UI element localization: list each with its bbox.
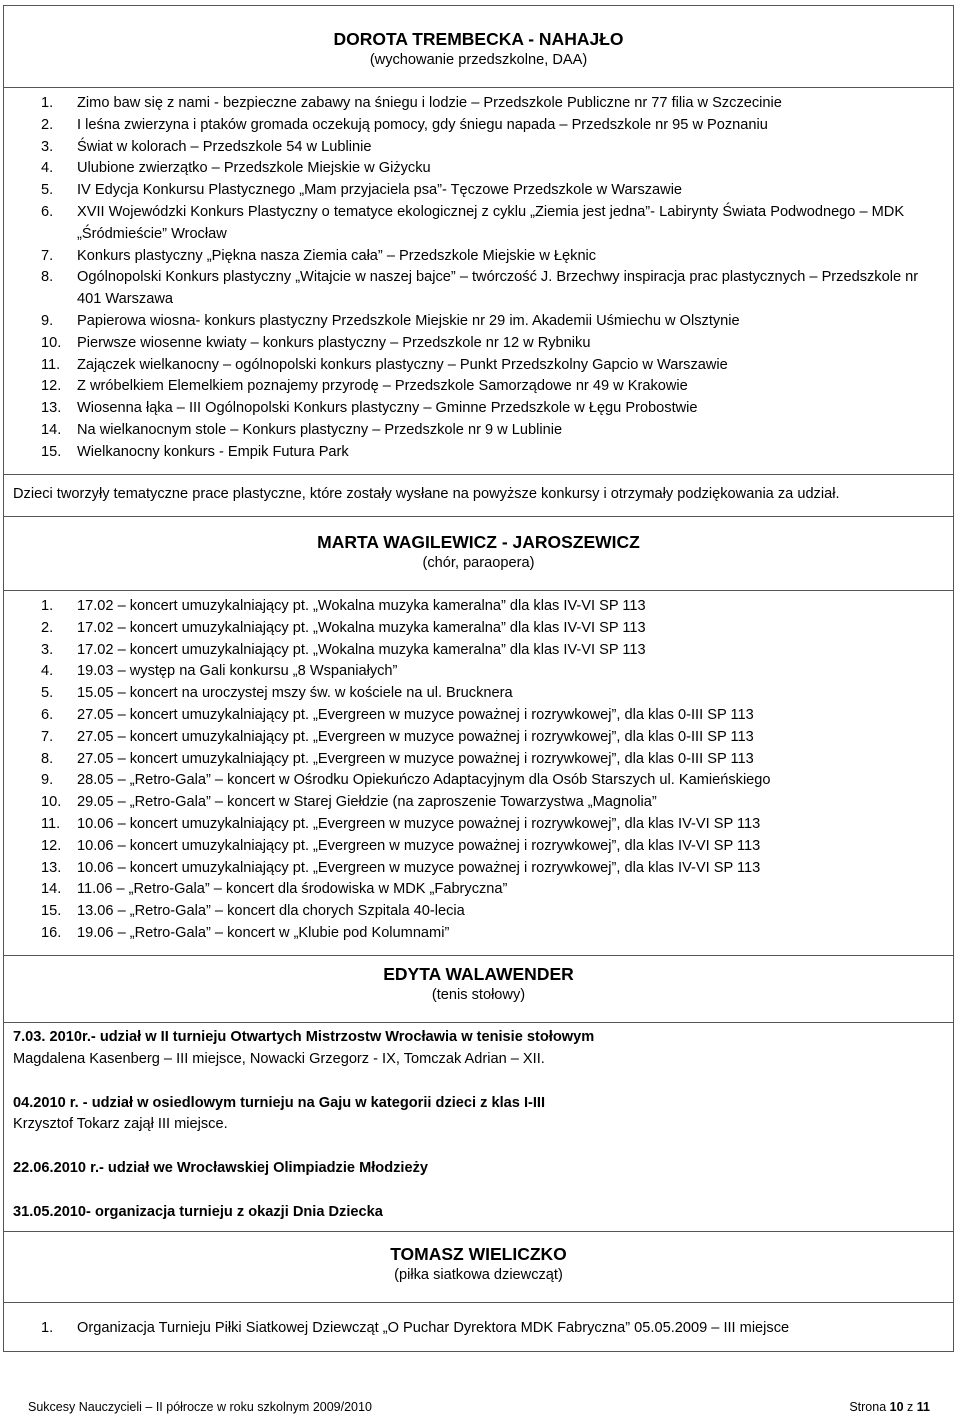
list-item bbox=[4, 705, 953, 727]
section-trembecka bbox=[4, 28, 953, 71]
list-item-text: 17.02 – koncert umuzykalniający pt. „Wokalna muzyka kameralna” dla klas IV-VI SP 113 bbox=[77, 641, 646, 658]
list-item bbox=[4, 727, 953, 749]
entry-body: Krzysztof Tokarz zajął III miejsce. bbox=[13, 1116, 228, 1133]
list-item-number: 14. bbox=[41, 421, 62, 438]
section-header bbox=[4, 1243, 953, 1286]
section-walawender-entries bbox=[4, 1027, 953, 1224]
total-pages: 11 bbox=[916, 1400, 930, 1414]
section-wagilewicz-list bbox=[4, 596, 953, 945]
section-walawender bbox=[4, 963, 953, 1006]
list-item-text: XVII Wojewódzki Konkurs Plastyczny o tematyce ekologicznej z cyklu „Ziemia jest jedna”- Labirynty Świata Podwodnego – MDK „Śródmieście” Wrocław bbox=[77, 203, 905, 242]
list-item-number: 13. bbox=[41, 400, 62, 417]
list-item bbox=[4, 814, 953, 836]
section-title: DOROTA TREMBECKA - NAHAJŁO bbox=[333, 29, 624, 49]
list-item-text: 15.05 – koncert na uroczystej mszy św. w kościele na ul. Brucknera bbox=[77, 685, 513, 702]
section-title: EDYTA WALAWENDER bbox=[383, 964, 574, 984]
page-number bbox=[849, 1399, 930, 1415]
section-divider bbox=[4, 955, 953, 956]
list-item-text: 19.06 – „Retro-Gala” – koncert w „Klubie pod Kolumnami” bbox=[77, 924, 450, 941]
list-item-text: 10.06 – koncert umuzykalniający pt. „Evergreen w muzyce poważnej i rozrywkowej”, dla klas IV-VI SP 113 bbox=[77, 815, 761, 832]
list-item bbox=[4, 683, 953, 705]
list-item bbox=[4, 1318, 953, 1340]
list-item-number: 8. bbox=[41, 750, 54, 767]
list-item-text: 27.05 – koncert umuzykalniający pt. „Evergreen w muzyce poważnej i rozrywkowej”, dla klas 0-III SP 113 bbox=[77, 706, 754, 723]
list-item bbox=[4, 355, 953, 377]
list-item bbox=[4, 770, 953, 792]
entry bbox=[4, 1202, 953, 1224]
list-item-text: 17.02 – koncert umuzykalniający pt. „Wokalna muzyka kameralna” dla klas IV-VI SP 113 bbox=[77, 619, 646, 636]
section-divider bbox=[4, 1302, 953, 1303]
list-item-text: I leśna zwierzyna i ptaków gromada oczekują pomocy, gdy śniegu napada – Przedszkole nr 95 w Poznaniu bbox=[77, 116, 768, 133]
list-item-number: 11. bbox=[41, 815, 61, 832]
list-item-number: 6. bbox=[41, 706, 54, 723]
entry-heading: 22.06.2010 r.- udział we Wrocławskiej Olimpiadzie Młodzieży bbox=[13, 1160, 429, 1177]
list-item bbox=[4, 376, 953, 398]
entry-body: Magdalena Kasenberg – III miejsce, Nowacki Grzegorz - IX, Tomczak Adrian – XII. bbox=[13, 1050, 545, 1067]
list-item-number: 13. bbox=[41, 859, 62, 876]
list-item-number: 4. bbox=[41, 160, 54, 177]
list-item-text: 27.05 – koncert umuzykalniający pt. „Evergreen w muzyce poważnej i rozrywkowej”, dla klas 0-III SP 113 bbox=[77, 728, 754, 745]
list-item-number: 12. bbox=[41, 378, 62, 395]
list-item-number: 7. bbox=[41, 247, 54, 264]
list-item-text: Konkurs plastyczny „Piękna nasza Ziemia cała” – Przedszkole Miejskie w Łęknic bbox=[77, 247, 597, 264]
entry bbox=[4, 1093, 953, 1137]
section-trembecka-list bbox=[4, 93, 953, 464]
list-item-number: 5. bbox=[41, 685, 54, 702]
list-item bbox=[4, 923, 953, 945]
entry bbox=[4, 1027, 953, 1071]
footer-title: Sukcesy Nauczycieli – II półrocze w roku szkolnym 2009/2010 bbox=[28, 1400, 372, 1414]
section-note: Dzieci tworzyły tematyczne prace plastyczne, które zostały wysłane na powyższe konkursy i otrzymały podziękowania za udział. bbox=[13, 486, 840, 502]
list-item bbox=[4, 246, 953, 268]
section-divider bbox=[4, 1022, 953, 1023]
list-item-number: 14. bbox=[41, 881, 62, 898]
section-title: TOMASZ WIELICZKO bbox=[390, 1244, 567, 1264]
list-item-text: 27.05 – koncert umuzykalniający pt. „Evergreen w muzyce poważnej i rozrywkowej”, dla klas 0-III SP 113 bbox=[77, 750, 754, 767]
list-item-text: Świat w kolorach – Przedszkole 54 w Lublinie bbox=[77, 138, 372, 155]
list-item bbox=[4, 618, 953, 640]
list-item-number: 12. bbox=[41, 837, 62, 854]
list-item-number: 1. bbox=[41, 95, 54, 111]
section-divider bbox=[4, 516, 953, 517]
document-frame bbox=[3, 5, 954, 1352]
list-item-text: Na wielkanocnym stole – Konkurs plastyczny – Przedszkole nr 9 w Lublinie bbox=[77, 421, 563, 438]
list-item-text: Z wróbelkiem Elemelkiem poznajemy przyrodę – Przedszkole Samorządowe nr 49 w Krakowie bbox=[77, 378, 688, 395]
list-item bbox=[4, 420, 953, 442]
list-item-number: 15. bbox=[41, 903, 62, 920]
list-item bbox=[4, 792, 953, 814]
section-subtitle: (tenis stołowy) bbox=[431, 987, 526, 1003]
section-wieliczko-list bbox=[4, 1318, 953, 1340]
list-item-number: 8. bbox=[41, 269, 54, 286]
list-item-number: 10. bbox=[41, 334, 62, 351]
list-item-text: 19.03 – występ na Gali konkursu „8 Wspaniałych” bbox=[77, 663, 398, 680]
list-item-text: Pierwsze wiosenne kwiaty – konkurs plastyczny – Przedszkole nr 12 w Rybniku bbox=[77, 334, 591, 351]
list-item bbox=[4, 180, 953, 202]
list-item bbox=[4, 267, 953, 311]
list-item-text: IV Edycja Konkursu Plastycznego „Mam przyjaciela psa”- Tęczowe Przedszkole w Warszawie bbox=[77, 182, 683, 199]
list-item-text: Zimo baw się z nami - bezpieczne zabawy na śniegu i lodzie – Przedszkole Publiczne nr 77 filia w Szczecinie bbox=[77, 95, 782, 111]
list-item-text: Organizacja Turnieju Piłki Siatkowej Dziewcząt „O Puchar Dyrektora MDK Fabryczna” 05.05.2009 – III miejsce bbox=[77, 1320, 790, 1336]
list-item-number: 3. bbox=[41, 641, 54, 658]
list-item-number: 2. bbox=[41, 116, 54, 133]
section-header bbox=[4, 963, 953, 1006]
list-item-number: 9. bbox=[41, 772, 54, 789]
list-item-number: 6. bbox=[41, 203, 54, 220]
list-item bbox=[4, 115, 953, 137]
page-label: Strona bbox=[849, 1400, 887, 1414]
concert-list bbox=[4, 596, 953, 945]
list-item-text: 10.06 – koncert umuzykalniający pt. „Evergreen w muzyce poważnej i rozrywkowej”, dla klas IV-VI SP 113 bbox=[77, 837, 761, 854]
list-item bbox=[4, 311, 953, 333]
list-item bbox=[4, 836, 953, 858]
contest-list bbox=[4, 93, 953, 464]
list-item bbox=[4, 661, 953, 683]
list-item bbox=[4, 749, 953, 771]
section-subtitle: (wychowanie przedszkolne, DAA) bbox=[369, 52, 588, 68]
section-subtitle: (piłka siatkowa dziewcząt) bbox=[394, 1267, 563, 1283]
list-item bbox=[4, 596, 953, 618]
section-header bbox=[4, 531, 953, 574]
list-item bbox=[4, 640, 953, 662]
list-item-number: 11. bbox=[41, 356, 61, 373]
section-header bbox=[4, 28, 953, 71]
section-wagilewicz bbox=[4, 531, 953, 574]
list-item-text: 17.02 – koncert umuzykalniający pt. „Wokalna muzyka kameralna” dla klas IV-VI SP 113 bbox=[77, 598, 646, 614]
list-item bbox=[4, 93, 953, 115]
list-item-number: 10. bbox=[41, 794, 62, 811]
section-title: MARTA WAGILEWICZ - JAROSZEWICZ bbox=[317, 532, 640, 552]
list-item bbox=[4, 333, 953, 355]
list-item-number: 16. bbox=[41, 924, 62, 941]
section-wieliczko bbox=[4, 1243, 953, 1286]
section-divider bbox=[4, 87, 953, 88]
list-item-text: Wiosenna łąka – III Ogólnopolski Konkurs plastyczny – Gminne Przedszkole w Łęgu Probostwie bbox=[77, 400, 698, 417]
list-item-text: 10.06 – koncert umuzykalniający pt. „Evergreen w muzyce poważnej i rozrywkowej”, dla klas IV-VI SP 113 bbox=[77, 859, 761, 876]
list-item bbox=[4, 158, 953, 180]
achievement-list bbox=[4, 1318, 953, 1340]
list-item-text: 11.06 – „Retro-Gala” – koncert dla środowiska w MDK „Fabryczna” bbox=[77, 881, 508, 898]
list-item-number: 3. bbox=[41, 138, 54, 155]
list-item-number: 7. bbox=[41, 728, 54, 745]
list-item bbox=[4, 442, 953, 464]
list-item-number: 1. bbox=[41, 1320, 54, 1336]
section-divider bbox=[4, 1231, 953, 1232]
list-item-number: 1. bbox=[41, 598, 54, 614]
list-item-text: Ogólnopolski Konkurs plastyczny „Witajcie w naszej bajce” – twórczość J. Brzechwy inspiracja prac plastycznych – Przedszkole nr 401 Warszawa bbox=[77, 269, 919, 308]
current-page: 10 bbox=[889, 1400, 904, 1414]
list-item-text: 28.05 – „Retro-Gala” – koncert w Ośrodku Opiekuńczo Adaptacyjnym dla Osób Starszych ul. Kamieńskiego bbox=[77, 772, 771, 789]
list-item-text: Papierowa wiosna- konkurs plastyczny Przedszkole Miejskie nr 29 im. Akademii Uśmiechu w Olsztynie bbox=[77, 312, 740, 329]
entry bbox=[4, 1158, 953, 1180]
list-item-number: 5. bbox=[41, 182, 54, 199]
list-item-text: Ulubione zwierzątko – Przedszkole Miejskie w Giżycku bbox=[77, 160, 431, 177]
list-item-number: 2. bbox=[41, 619, 54, 636]
entry-heading: 7.03. 2010r.- udział w II turnieju Otwartych Mistrzostw Wrocławia w tenisie stołowym bbox=[13, 1029, 595, 1045]
list-item bbox=[4, 398, 953, 420]
entry-heading: 31.05.2010- organizacja turnieju z okazji Dnia Dziecka bbox=[13, 1203, 383, 1220]
list-item-text: Zajączek wielkanocny – ogólnopolski konkurs plastyczny – Punkt Przedszkolny Gapcio w Warszawie bbox=[77, 356, 728, 373]
list-item bbox=[4, 858, 953, 880]
of-label: z bbox=[907, 1400, 914, 1414]
section-subtitle: (chór, paraopera) bbox=[422, 555, 535, 571]
list-item bbox=[4, 901, 953, 923]
list-item bbox=[4, 879, 953, 901]
list-item-text: 13.06 – „Retro-Gala” – koncert dla chorych Szpitala 40-lecia bbox=[77, 903, 465, 920]
section-divider bbox=[4, 590, 953, 591]
list-item bbox=[4, 137, 953, 159]
list-item-number: 4. bbox=[41, 663, 54, 680]
list-item-number: 15. bbox=[41, 443, 62, 460]
entry-heading: 04.2010 r. - udział w osiedlowym turnieju na Gaju w kategorii dzieci z klas I-III bbox=[13, 1094, 546, 1111]
list-item-text: Wielkanocny konkurs - Empik Futura Park bbox=[77, 443, 349, 460]
list-item-text: 29.05 – „Retro-Gala” – koncert w Starej Giełdzie (na zaproszenie Towarzystwa „Magnolia” bbox=[77, 794, 657, 811]
list-item bbox=[4, 202, 953, 246]
section-trembecka-note bbox=[4, 484, 953, 506]
section-divider bbox=[4, 474, 953, 475]
list-item-number: 9. bbox=[41, 312, 54, 329]
